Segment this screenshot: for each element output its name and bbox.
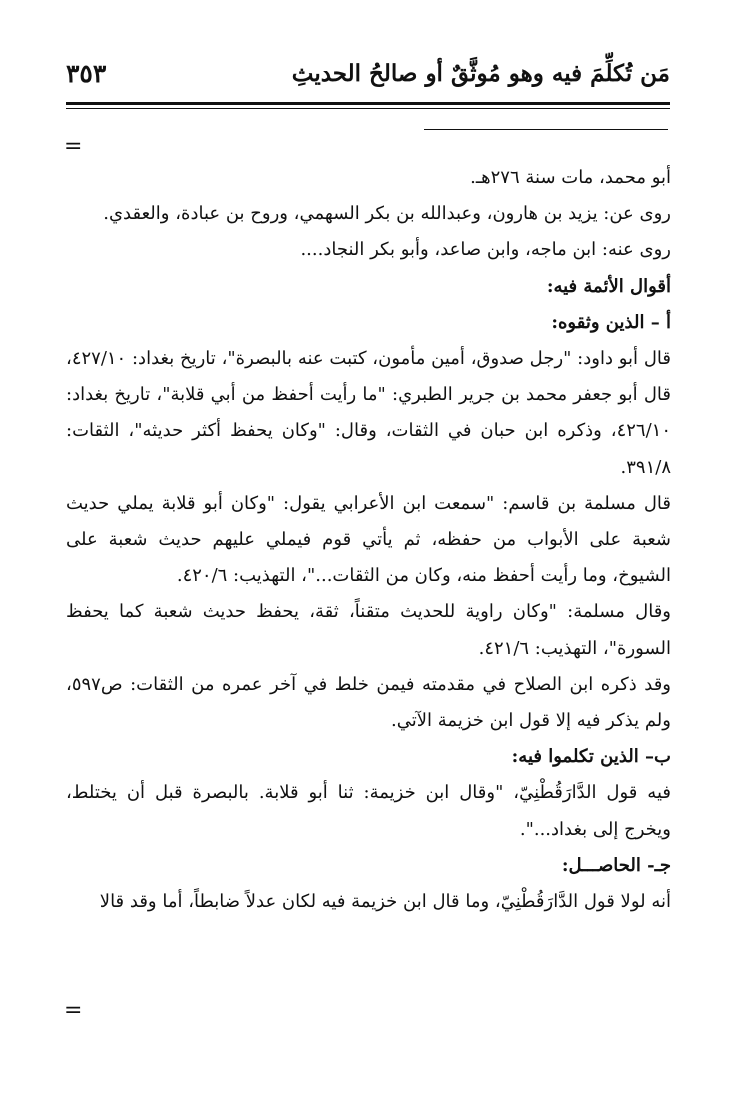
para-daraqutni: فيه قول الدَّارَقُطْنِيّ، "وقال ابن خزيمة: ثنا أبو قلابة. بالبصرة قبل أن يختلط، ويخرج إلى بغداد...".	[66, 782, 671, 840]
narrated-by-line: روى عنه: ابن ماجه، وابن صاعد، وأبو بكر النجاد....	[300, 239, 671, 261]
para-abu-dawud: قال أبو داود: "رجل صدوق، أمين مأمون، كتبت عنه بالبصرة"، تاريخ بغداد: ٤٢٧/١٠، قال أبو جعفر محمد بن جرير الطبري: "ما رأيت أحفظ من أبي قلابة"، تاريخ بغداد: ٤٢٦/١٠، وذكره ابن حبان في الثقات، وقال: "وكان يحفظ أكثر حديثه"، الثقات: ٣٩١/٨.	[66, 348, 671, 478]
footnote-body	[66, 160, 671, 920]
trusted-heading: أ – الذين وثقوه:	[551, 311, 671, 333]
para-maslama-2: وقال مسلمة: "وكان راوية للحديث متقناً، ثقة، يحفظ حديث شعبة كما يحفظ السورة"، التهذيب: ٤٢١/٦.	[66, 601, 671, 659]
header-rule-thin	[66, 108, 670, 109]
imams-heading: أقوال الأئمة فيه:	[546, 275, 671, 297]
continuation-mark-bottom: =	[64, 998, 83, 1023]
running-title: مَن تُكلِّمَ فيه وهو مُوثَّقٌ أو صالحُ الحديثِ	[291, 60, 670, 87]
para-conclusion: أنه لولا قول الدَّارَقُطْنِيّ، وما قال ابن خزيمة فيه لكان عدلاً ضابطاً، أما وقد قالا	[99, 891, 671, 913]
page-number: ٣٥٣	[66, 59, 107, 88]
para-maslama-1: قال مسلمة بن قاسم: "سمعت ابن الأعرابي يقول: "وكان أبو قلابة يملي حديث شعبة على الأبواب من حفظه، ثم يأتي قوم فيملي عليهم حديث شعبة على الشيوخ، وما رأيت أحفظ منه، وكان من الثقات..."، التهذيب: ٤٢٠/٦.	[66, 492, 671, 587]
continuation-mark-top: =	[64, 134, 83, 159]
death-line: أبو محمد، مات سنة ٢٧٦هـ.	[470, 167, 671, 188]
header-rule-thick	[66, 102, 670, 105]
conclusion-heading: جـ- الحاصـــل:	[561, 854, 671, 876]
footnote-separator	[424, 129, 668, 130]
narrated-from-line: روى عن: يزيد بن هارون، وعبدالله بن بكر السهمي، وروح بن عبادة، والعقدي.	[103, 203, 671, 225]
para-ibn-salah: وقد ذكره ابن الصلاح في مقدمته فيمن خلط في آخر عمره من الثقات: ص٥٩٧، ولم يذكر فيه إلا قول ابن خزيمة الآتي.	[66, 673, 671, 732]
criticized-heading: ب– الذين تكلموا فيه:	[511, 746, 671, 768]
